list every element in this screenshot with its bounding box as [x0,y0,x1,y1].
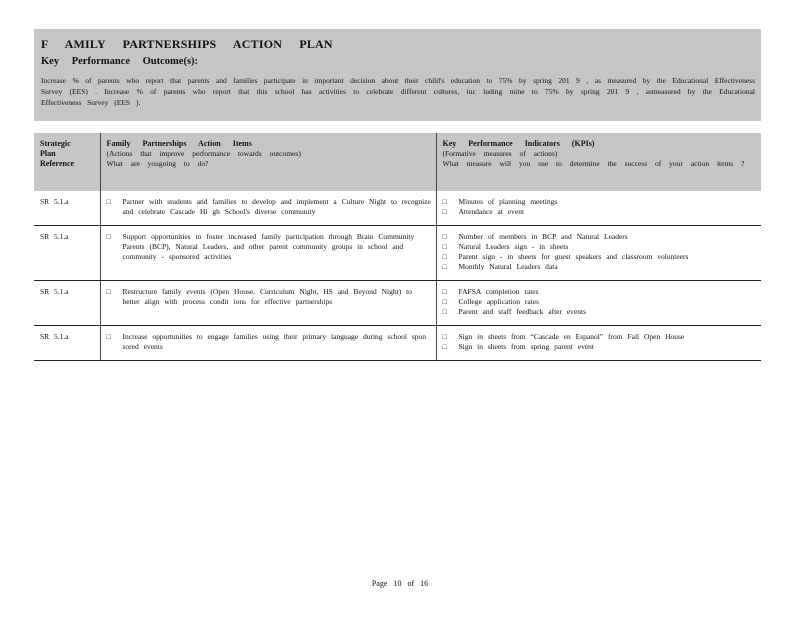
kpi-item: □ College application rates [443,297,758,307]
row-actions [100,191,436,226]
kpi-item: □ Parent and staff feedback after events [443,307,758,317]
kpi-item: □ Number of members in BCP and Natural Leaders [443,232,758,242]
action-item: □ Support opportunities to foster increased family participation through Brain Community Parents (BCP), Natural Leaders, and other parent community groups in school and community - sponsored activities [107,232,432,262]
table-row [34,326,761,361]
kpi-item: □ Natural Leaders sign - in sheets [443,242,758,252]
header-box [34,29,761,121]
row-actions [100,281,436,326]
row-actions [100,326,436,361]
outcome-text: Increase % of parents who report that parents and families participate in important decision about their child's education to 75% by spring 201 9 , as measured by the Educational Effectiveness Survey (EES) . Increase % of parents who report that this school has activities to celebrate different cultures, inc luding mine to 75% by spring 201 9 , asmeasured by the Educational Effectiveness Survey (EES ). [41,76,755,107]
col1-line2: Plan [40,149,56,158]
kpi-item: □ Sign in sheets from “Cascade en Espanol” from Fall Open House [443,332,758,342]
row-reference: SR 5.1.a [34,281,100,326]
col-header-reference [34,133,100,191]
table-row [34,226,761,281]
kpi-item: □ Monthly Natural Leaders data [443,262,758,272]
row-reference: SR 5.1.a [34,326,100,361]
table-header-row [34,133,761,191]
kpo-label: Key Performance Outcome(s): [41,56,199,67]
row-reference: SR 5.1.a [34,226,100,281]
col-header-actions [100,133,436,191]
col2-title: Family Partnerships Action Items [106,139,252,148]
row-kpis [436,191,761,226]
col2-sub1: (Actions that improve performance towards outcomes) [106,149,301,158]
table-row [34,191,761,226]
row-kpis [436,281,761,326]
col3-sub1: (Formative measures of actions) [442,149,558,158]
col-header-kpis [436,133,761,191]
action-item: □ Partner with students and families to develop and implement a Culture Night to recognize and celebrate Cascade Hi gh School's diverse community [107,197,432,217]
kpi-item: □ Attendance at event [443,207,758,217]
row-reference: SR 5.1.a [34,191,100,226]
row-actions [100,226,436,281]
col1-line1: Strategic [40,139,71,148]
page-title: F AMILY PARTNERSHIPS ACTION PLAN [41,37,333,51]
col2-sub2: What are yougoing to do? [106,159,209,168]
action-item: □ Increase opportunities to engage families using their primary language during school spon sored events [107,332,432,352]
col1-line3: Reference [40,159,75,168]
col3-sub2: What measure will you use to determine the success of your action items ? [442,159,745,168]
action-item: □ Restructure family events (Open House, Curriculum Night, HS and Beyond Night) to better align with process condit ions for effective partnerships [107,287,432,307]
col3-title: Key Performance Indicators (KPIs) [442,139,595,148]
page-number: Page 10 of 16 [371,579,429,588]
action-plan-table [34,133,761,361]
kpi-item: □ FAFSA completion rates [443,287,758,297]
kpi-item: □ Minutes of planning meetings [443,197,758,207]
kpi-item: □ Parent sign - in sheets for guest speakers and classroom volunteers [443,252,758,262]
row-kpis [436,326,761,361]
kpi-item: □ Sign in sheets from spring parent event [443,342,758,352]
table-row [34,281,761,326]
row-kpis [436,226,761,281]
